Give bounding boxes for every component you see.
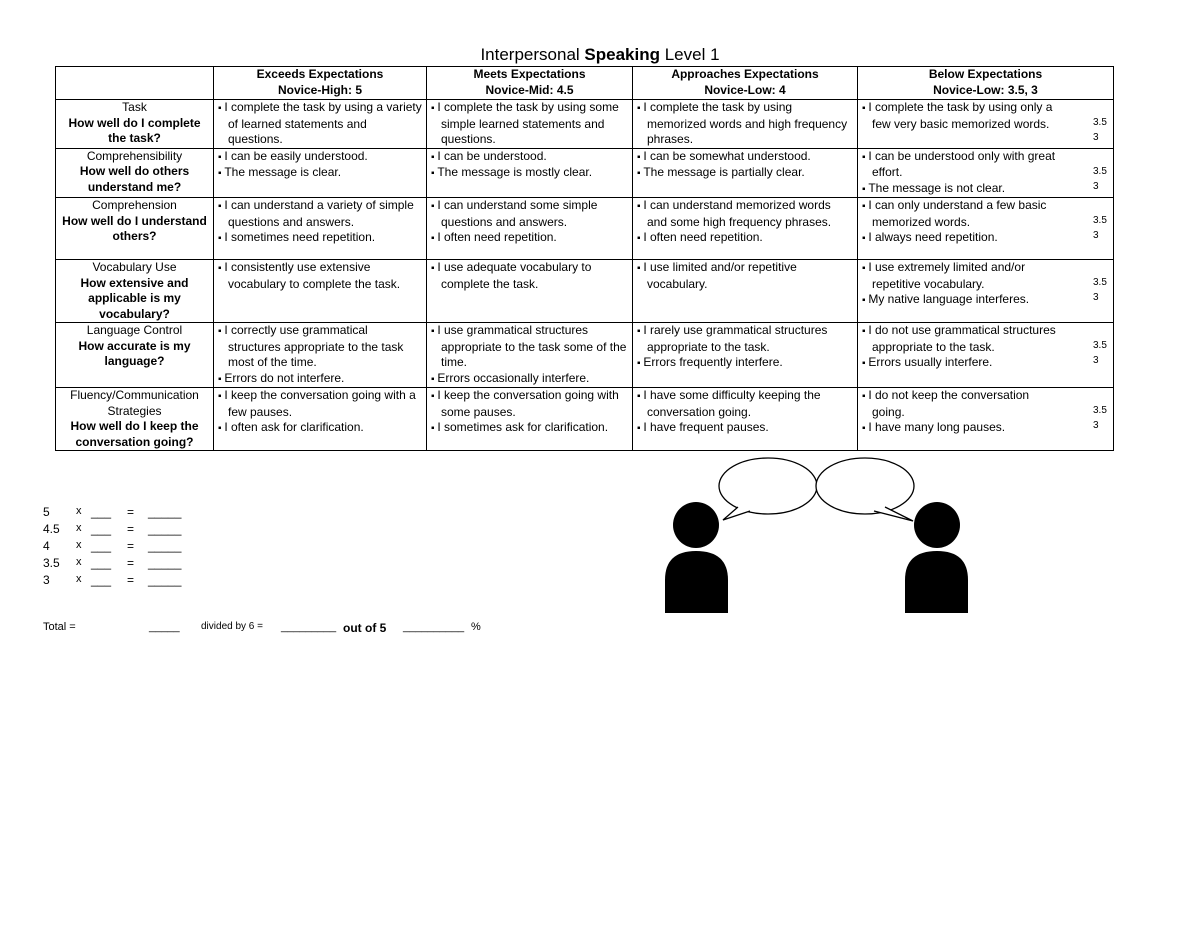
descriptor-bullet: ▪ I use extremely limited and/or repetitive vocabulary. (862, 260, 1059, 292)
speech-bubble-right-icon (816, 458, 914, 521)
criterion-question: How well do I understand others? (62, 213, 207, 243)
score-value: 3 (43, 573, 50, 587)
descriptor-bullet: ▪ The message is partially clear. (637, 165, 853, 182)
score-value: 3.5 (43, 556, 60, 570)
descriptor-bullet: ▪ I consistently use extensive vocabulary to complete the task. (218, 260, 422, 292)
times-sign: x (76, 505, 82, 517)
total-label: Total = (43, 621, 76, 633)
descriptor-bullet: ▪ I keep the conversation going with a few pauses. (218, 388, 422, 420)
header-level-score: Novice-Low: 3.5, 3 (933, 82, 1038, 97)
descriptor-bullet: ▪ The message is not clear. (862, 181, 1059, 198)
descriptor-bullet: ▪ I can be easily understood. (218, 149, 422, 166)
header-level-name: Meets Expectations (473, 67, 586, 81)
times-sign: x (76, 573, 82, 585)
sub-score: 3.5 (1093, 215, 1107, 226)
percent-blank: __________ (403, 621, 465, 633)
descriptor-bullet: ▪ I do not use grammatical structures appropriate to the task. (862, 323, 1059, 355)
page-title: Interpersonal Speaking Level 1 (480, 45, 720, 64)
descriptor-bullet: ▪ I rarely use grammatical structures appropriate to the task. (637, 323, 853, 355)
sub-score: 3.5 (1093, 340, 1107, 351)
person-right-icon (905, 502, 968, 613)
descriptor-bullet: ▪ My native language interferes. (862, 292, 1059, 309)
sub-score: 3.5 (1093, 405, 1107, 416)
descriptor-bullet: ▪ I often need repetition. (431, 230, 628, 247)
times-sign: x (76, 539, 82, 551)
product-blank: _____ (148, 556, 182, 570)
sub-score: 3 (1093, 230, 1099, 241)
sub-score: 3.5 (1093, 277, 1107, 288)
divided-label: divided by 6 = (201, 621, 263, 632)
equals-sign: = (127, 556, 135, 570)
product-blank: _____ (148, 522, 182, 536)
sub-score: 3.5 (1093, 117, 1107, 128)
descriptor-bullet: ▪ I always need repetition. (862, 230, 1059, 247)
criterion-question: How well do others understand me? (79, 164, 190, 194)
descriptor-bullet: ▪ I can be understood. (431, 149, 628, 166)
equals-sign: = (127, 505, 135, 519)
descriptor-bullet: ▪ I use grammatical structures appropriate to the task some of the time. (431, 323, 628, 371)
speech-bubble-left-icon (719, 458, 817, 520)
product-blank: _____ (148, 539, 182, 553)
descriptor-bullet: ▪ I have frequent pauses. (637, 420, 853, 437)
descriptor-bullet: ▪ Errors do not interfere. (218, 371, 422, 388)
count-blank: ___ (91, 573, 112, 587)
score-value: 4 (43, 539, 50, 553)
count-blank: ___ (91, 539, 112, 553)
product-blank: _____ (148, 573, 182, 587)
header-level-name: Exceeds Expectations (256, 67, 384, 81)
sub-score: 3 (1093, 420, 1099, 431)
criterion-name: Language Control (86, 323, 183, 337)
score-value: 5 (43, 505, 50, 519)
equals-sign: = (127, 573, 135, 587)
sub-score: 3 (1093, 355, 1099, 366)
criterion-question: How extensive and applicable is my vocabulary? (80, 275, 189, 321)
sub-score: 3 (1093, 132, 1099, 143)
descriptor-bullet: ▪ Errors occasionally interfere. (431, 371, 628, 388)
descriptor-bullet: ▪ I complete the task by using a variety of learned statements and questions. (218, 100, 422, 148)
descriptor-bullet: ▪ Errors frequently interfere. (637, 355, 853, 372)
times-sign: x (76, 522, 82, 534)
criterion-question: How accurate is my language? (78, 338, 191, 368)
header-level-score: Novice-Mid: 4.5 (485, 82, 574, 97)
descriptor-bullet: ▪ I sometimes ask for clarification. (431, 420, 628, 437)
descriptor-bullet: ▪ I can understand some simple questions and answers. (431, 198, 628, 230)
descriptor-bullet: ▪ I complete the task by using memorized words and high frequency phrases. (637, 100, 853, 148)
criterion-name: Vocabulary Use (92, 260, 177, 274)
descriptor-bullet: ▪ I can understand memorized words and some high frequency phrases. (637, 198, 853, 230)
sub-score: 3 (1093, 292, 1099, 303)
percent-sign: % (471, 621, 481, 633)
sub-score: 3 (1093, 180, 1099, 192)
descriptor-bullet: ▪ The message is clear. (218, 165, 422, 182)
total-blank: _____ (149, 621, 180, 633)
times-sign: x (76, 556, 82, 568)
descriptor-bullet: ▪ I sometimes need repetition. (218, 230, 422, 247)
count-blank: ___ (91, 522, 112, 536)
header-level-score: Novice-Low: 4 (704, 82, 786, 97)
descriptor-bullet: ▪ I keep the conversation going with some pauses. (431, 388, 628, 420)
descriptor-bullet: ▪ I complete the task by using some simple learned statements and questions. (431, 100, 628, 148)
descriptor-bullet: ▪ I can understand a variety of simple questions and answers. (218, 198, 422, 230)
count-blank: ___ (91, 505, 112, 519)
equals-sign: = (127, 539, 135, 553)
descriptor-bullet: ▪ Errors usually interfere. (862, 355, 1059, 372)
descriptor-bullet: ▪ I use limited and/or repetitive vocabulary. (637, 260, 853, 292)
out-of-label: out of 5 (343, 621, 387, 635)
descriptor-bullet: ▪ I use adequate vocabulary to complete the task. (431, 260, 628, 292)
descriptor-bullet: ▪ I do not keep the conversation going. (862, 388, 1059, 420)
score-value: 4.5 (43, 522, 60, 536)
criterion-question: How well do I complete the task? (68, 115, 201, 145)
descriptor-bullet: ▪ I complete the task by using only a few very basic memorized words. (862, 100, 1059, 132)
count-blank: ___ (91, 556, 112, 570)
header-level-score: Novice-High: 5 (277, 82, 362, 97)
product-blank: _____ (148, 505, 182, 519)
header-level-name: Approaches Expectations (671, 67, 819, 81)
person-left-icon (665, 502, 728, 613)
criterion-name: Comprehension (92, 198, 177, 212)
sub-score: 3.5 (1093, 165, 1107, 177)
descriptor-bullet: ▪ I correctly use grammatical structures appropriate to the task most of the time. (218, 323, 422, 371)
criterion-name: Fluency/Communication Strategies (70, 388, 199, 418)
equals-sign: = (127, 522, 135, 536)
descriptor-bullet: ▪ I can be understood only with great effort. (862, 149, 1059, 181)
descriptor-bullet: ▪ The message is mostly clear. (431, 165, 628, 182)
descriptor-bullet: ▪ I have some difficulty keeping the conversation going. (637, 388, 853, 420)
header-level-name: Below Expectations (928, 67, 1043, 81)
descriptor-bullet: ▪ I have many long pauses. (862, 420, 1059, 437)
descriptor-bullet: ▪ I often need repetition. (637, 230, 853, 247)
criterion-name: Comprehensibility (86, 148, 183, 163)
average-blank: _________ (281, 621, 337, 633)
criterion-name: Task (122, 100, 147, 114)
criterion-question: How well do I keep the conversation going? (70, 419, 199, 449)
descriptor-bullet: ▪ I can be somewhat understood. (637, 149, 853, 166)
descriptor-bullet: ▪ I often ask for clarification. (218, 420, 422, 437)
descriptor-bullet: ▪ I can only understand a few basic memorized words. (862, 198, 1059, 230)
